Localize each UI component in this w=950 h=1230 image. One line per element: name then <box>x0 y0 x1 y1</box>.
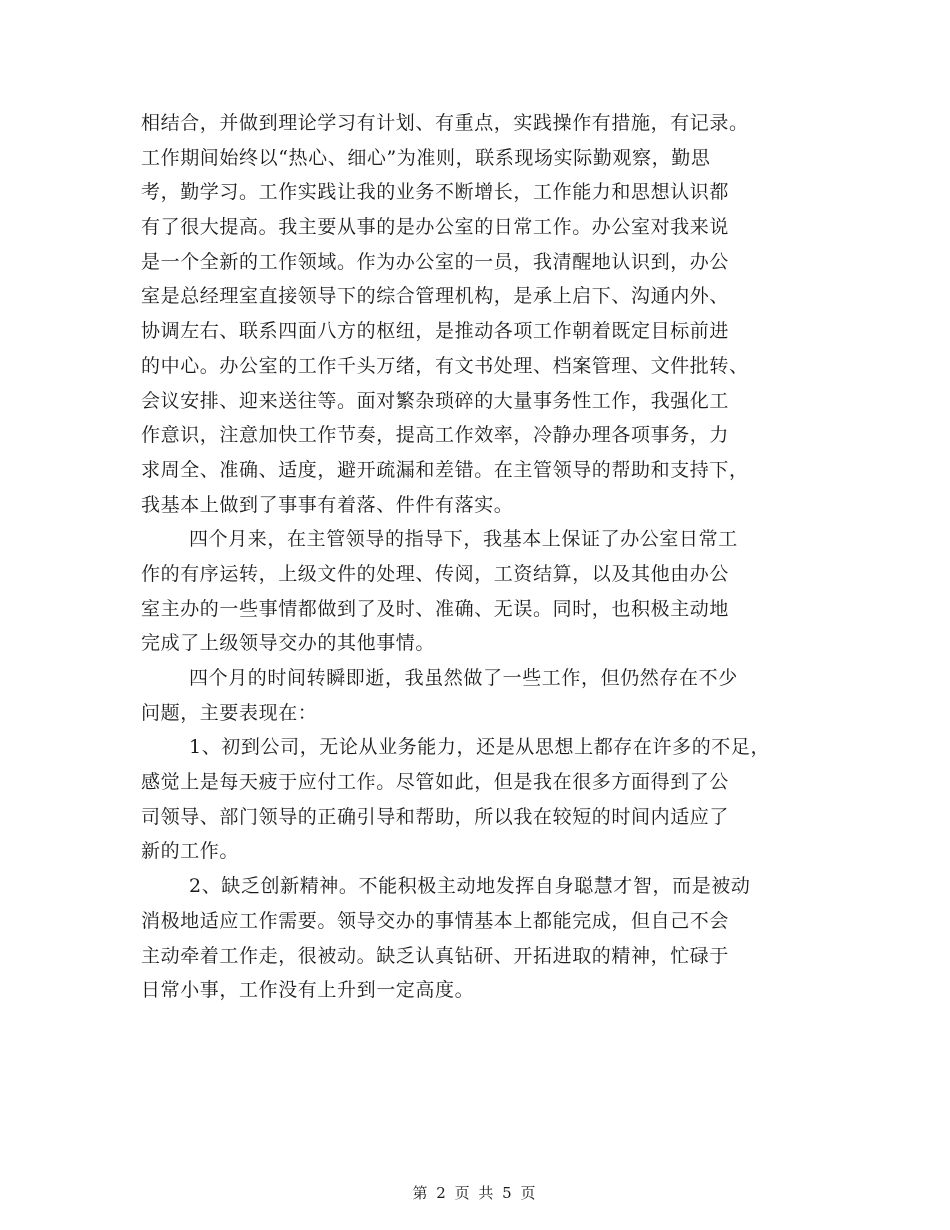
text-line: 问题，主要表现在： <box>141 701 318 724</box>
text-line: 相结合，并做到理论学习有计划、有重点，实践操作有措施，有记录。 <box>141 112 749 134</box>
text-line: 会议安排、迎来送往等。面对繁杂琐碎的大量事务性工作，我强化工 <box>141 389 730 412</box>
paragraph-start-line: 四个月来，在主管领导的指导下，我基本上保证了办公室日常工 <box>189 528 738 551</box>
text-line: 新的工作。 <box>141 840 240 863</box>
text-line: 室主办的一些事情都做到了及时、准确、无误。同时，也积极主动地 <box>141 597 730 620</box>
text-line: 求周全、准确、适度，避开疏漏和差错。在主管领导的帮助和支持下， <box>141 458 749 481</box>
page-number-footer: 第 2 页 共 5 页 <box>412 1184 538 1202</box>
text-line: 日常小事，工作没有上升到一定高度。 <box>141 979 475 1002</box>
text-line: 作意识，注意加快工作节奏，提高工作效率，冷静办理各项事务，力 <box>141 424 730 447</box>
text-line: 感觉上是每天疲于应付工作。尽管如此，但是我在很多方面得到了公 <box>141 771 730 794</box>
text-line: 消极地适应工作需要。领导交办的事情基本上都能完成，但自己不会 <box>141 909 730 932</box>
text-line: 室是总经理室直接领导下的综合管理机构，是承上启下、沟通内外、 <box>141 285 730 308</box>
text-line: 我基本上做到了事事有着落、件件有落实。 <box>141 493 514 516</box>
text-line: 作的有序运转，上级文件的处理、传阅，工资结算，以及其他由办公 <box>141 562 730 585</box>
text-line: 协调左右、联系四面八方的枢纽，是推动各项工作朝着既定目标前进 <box>141 320 730 343</box>
text-line: 司领导、部门领导的正确引导和帮助，所以我在较短的时间内适应了 <box>141 805 730 828</box>
text-line: 有了很大提高。我主要从事的是办公室的日常工作。办公室对我来说 <box>141 216 730 239</box>
text-line: 主动牵着工作走，很被动。缺乏认真钻研、开拓进取的精神，忙碌于 <box>141 944 730 967</box>
document-body <box>141 106 831 1008</box>
text-line: 考，勤学习。工作实践让我的业务不断增长，工作能力和思想认识都 <box>141 181 730 204</box>
text-line: 是一个全新的工作领域。作为办公室的一员，我清醒地认识到，办公 <box>141 250 730 273</box>
list-item-start-line: 1、初到公司，无论从业务能力，还是从思想上都存在许多的不足， <box>189 736 771 759</box>
text-line: 的中心。办公室的工作千头万绪，有文书处理、档案管理、文件批转、 <box>141 354 749 377</box>
paragraph-start-line: 四个月的时间转瞬即逝，我虽然做了一些工作，但仍然存在不少 <box>189 667 738 689</box>
list-item-start-line: 2、缺乏创新精神。不能积极主动地发挥自身聪慧才智，而是被动 <box>189 875 751 898</box>
text-line: 工作期间始终以“热心、细心”为准则，联系现场实际勤观察，勤思 <box>141 146 711 169</box>
text-line: 完成了上级领导交办的其他事情。 <box>141 632 436 655</box>
